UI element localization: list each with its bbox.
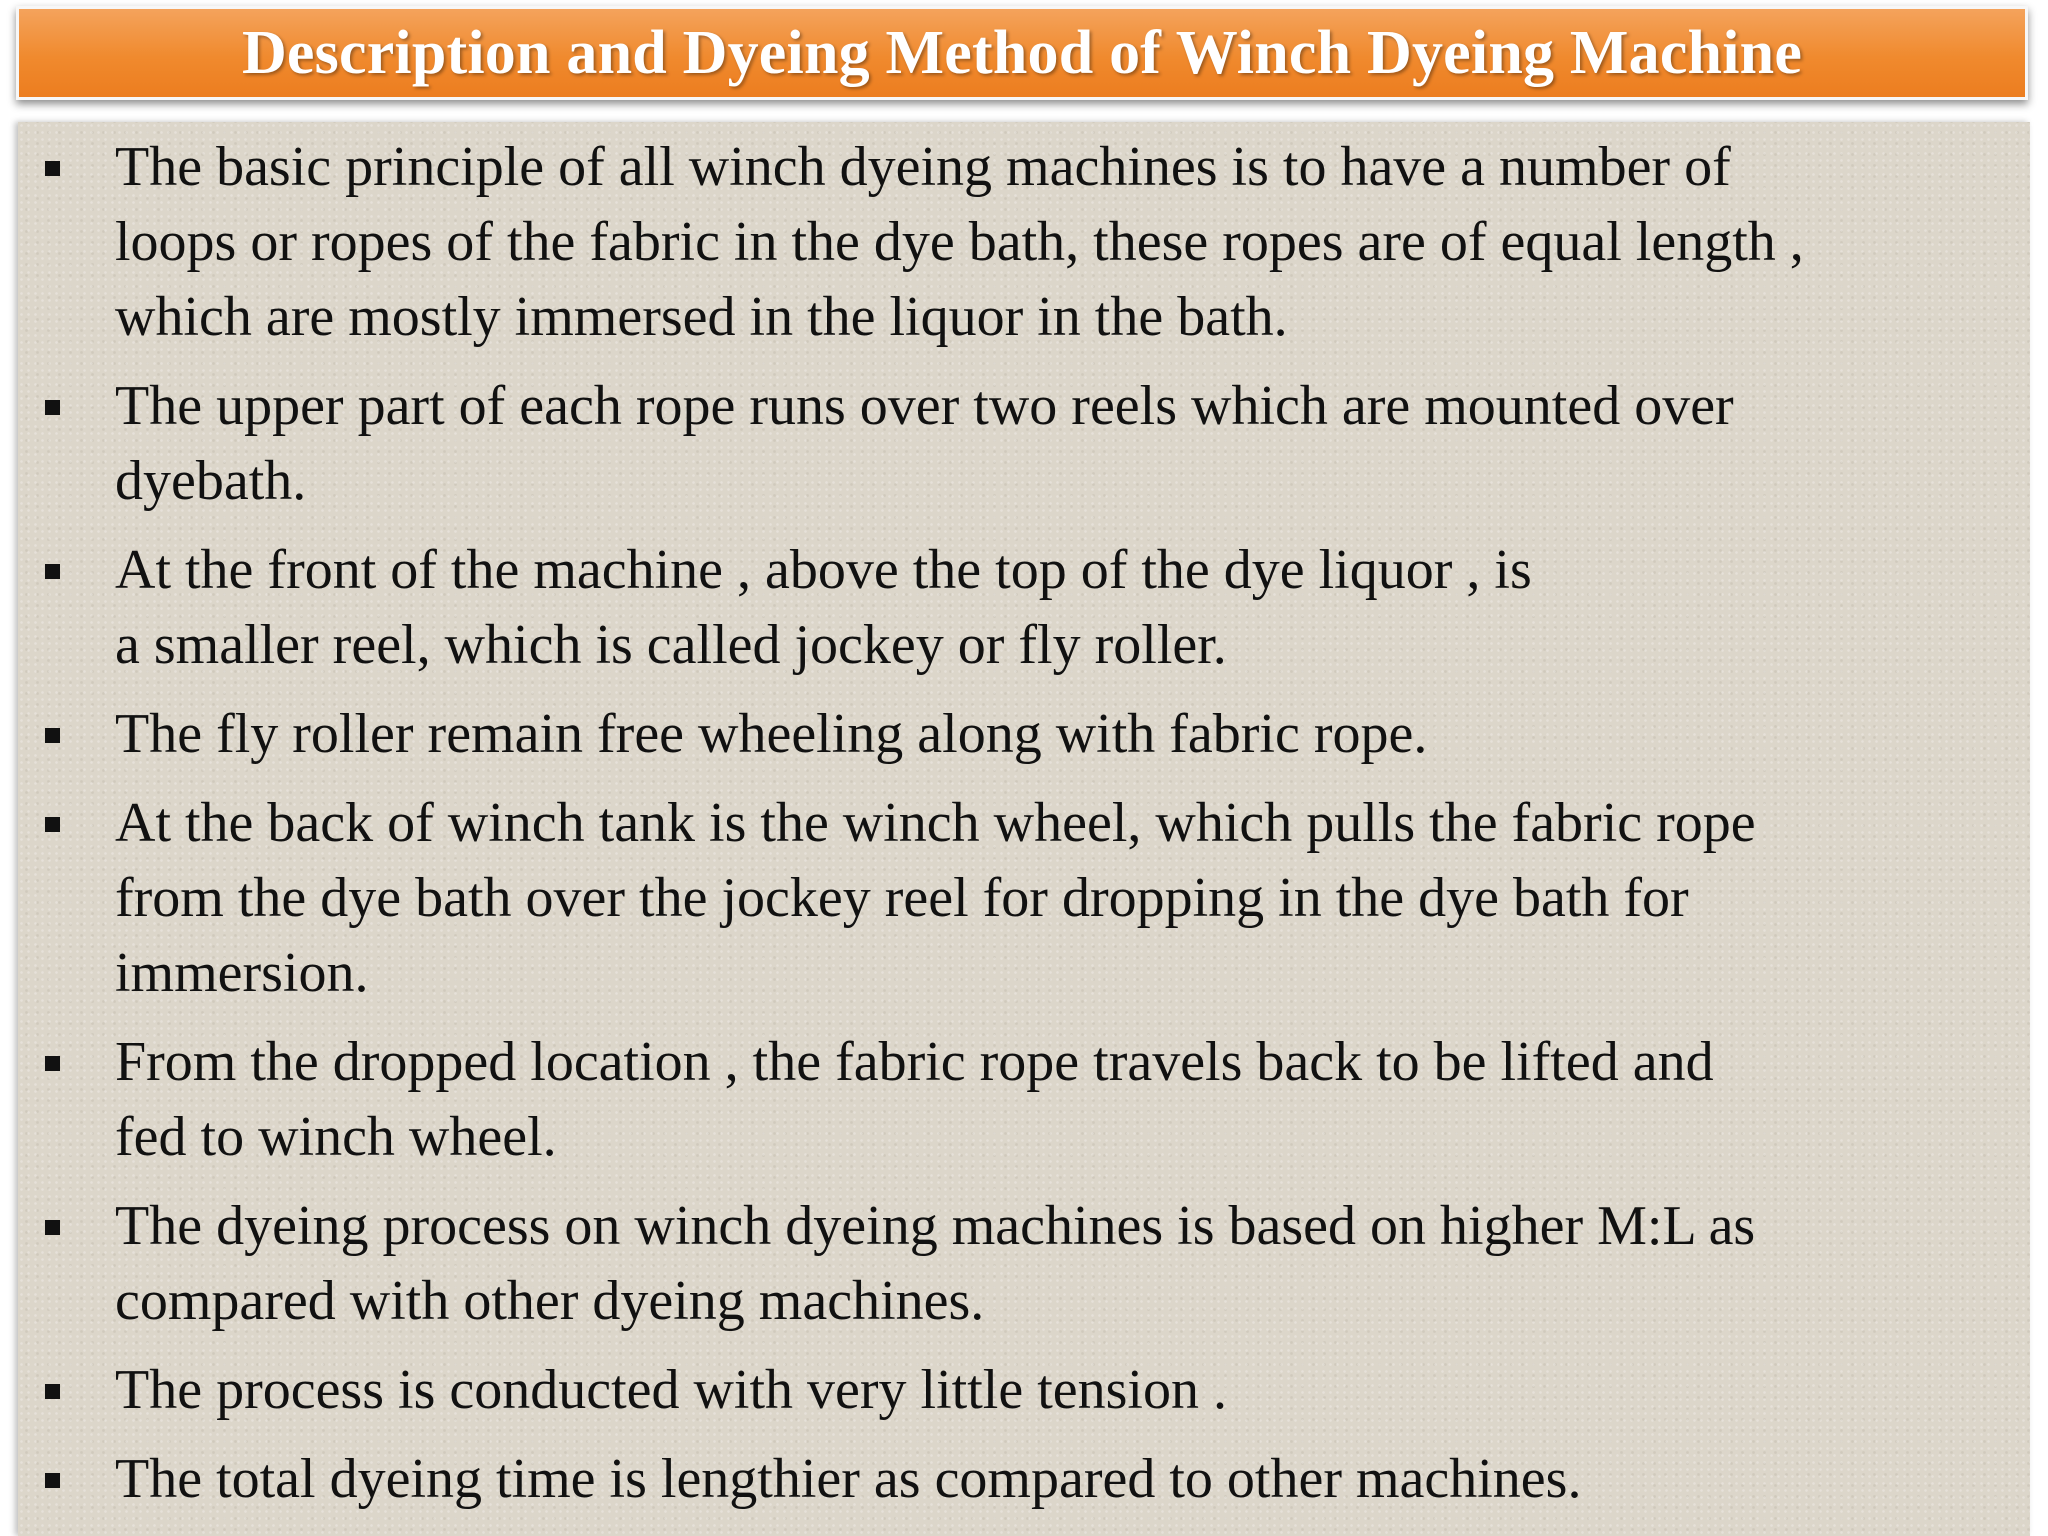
bullet-line: from the dye bath over the jockey reel for dropping in the dye bath for xyxy=(115,867,1689,929)
title-banner xyxy=(16,6,2028,100)
slide-title: Description and Dyeing Method of Winch Dyeing Machine xyxy=(241,18,1803,87)
content-panel xyxy=(18,122,2030,1536)
bullet-item xyxy=(18,130,2030,355)
bullet-line: The basic principle of all winch dyeing machines is to have a number of xyxy=(115,136,1731,198)
square-bullet-icon xyxy=(45,564,60,579)
bullet-line: At the back of winch tank is the winch wheel, which pulls the fabric rope xyxy=(115,792,1756,854)
square-bullet-icon xyxy=(45,728,60,743)
bullet-item xyxy=(18,1025,2030,1175)
bullet-line: dyebath. xyxy=(115,450,307,512)
bullet-line: loops or ropes of the fabric in the dye bath, these ropes are of equal length , xyxy=(115,211,1804,273)
square-bullet-icon xyxy=(45,817,60,832)
bullet-item xyxy=(18,1189,2030,1339)
bullet-line: The total dyeing time is lengthier as compared to other machines. xyxy=(115,1448,1582,1510)
square-bullet-icon xyxy=(45,1220,60,1235)
bullet-line: At the front of the machine , above the top of the dye liquor , is xyxy=(115,539,1532,601)
bullet-line: The fly roller remain free wheeling along with fabric rope. xyxy=(115,703,1428,765)
bullet-item xyxy=(18,1442,2030,1517)
bullet-line: immersion. xyxy=(115,942,369,1004)
square-bullet-icon xyxy=(45,161,60,176)
bullet-item xyxy=(18,533,2030,683)
bullet-item xyxy=(18,1353,2030,1428)
bullet-item xyxy=(18,697,2030,772)
bullet-item xyxy=(18,786,2030,1011)
bullet-line: The process is conducted with very little tension . xyxy=(115,1359,1227,1421)
bullet-line: which are mostly immersed in the liquor in the bath. xyxy=(115,286,1288,348)
square-bullet-icon xyxy=(45,400,60,415)
bullet-line: The dyeing process on winch dyeing machines is based on higher M:L as xyxy=(115,1195,1756,1257)
bullet-line: fed to winch wheel. xyxy=(115,1106,557,1168)
bullet-item xyxy=(18,369,2030,519)
bullet-line: a smaller reel, which is called jockey or fly roller. xyxy=(115,614,1227,676)
bullet-line: From the dropped location , the fabric rope travels back to be lifted and xyxy=(115,1031,1714,1093)
square-bullet-icon xyxy=(45,1056,60,1071)
square-bullet-icon xyxy=(45,1384,60,1399)
bullet-list xyxy=(18,122,2030,1517)
square-bullet-icon xyxy=(45,1473,60,1488)
bullet-line: compared with other dyeing machines. xyxy=(115,1270,985,1332)
bullet-line: The upper part of each rope runs over two reels which are mounted over xyxy=(115,375,1734,437)
